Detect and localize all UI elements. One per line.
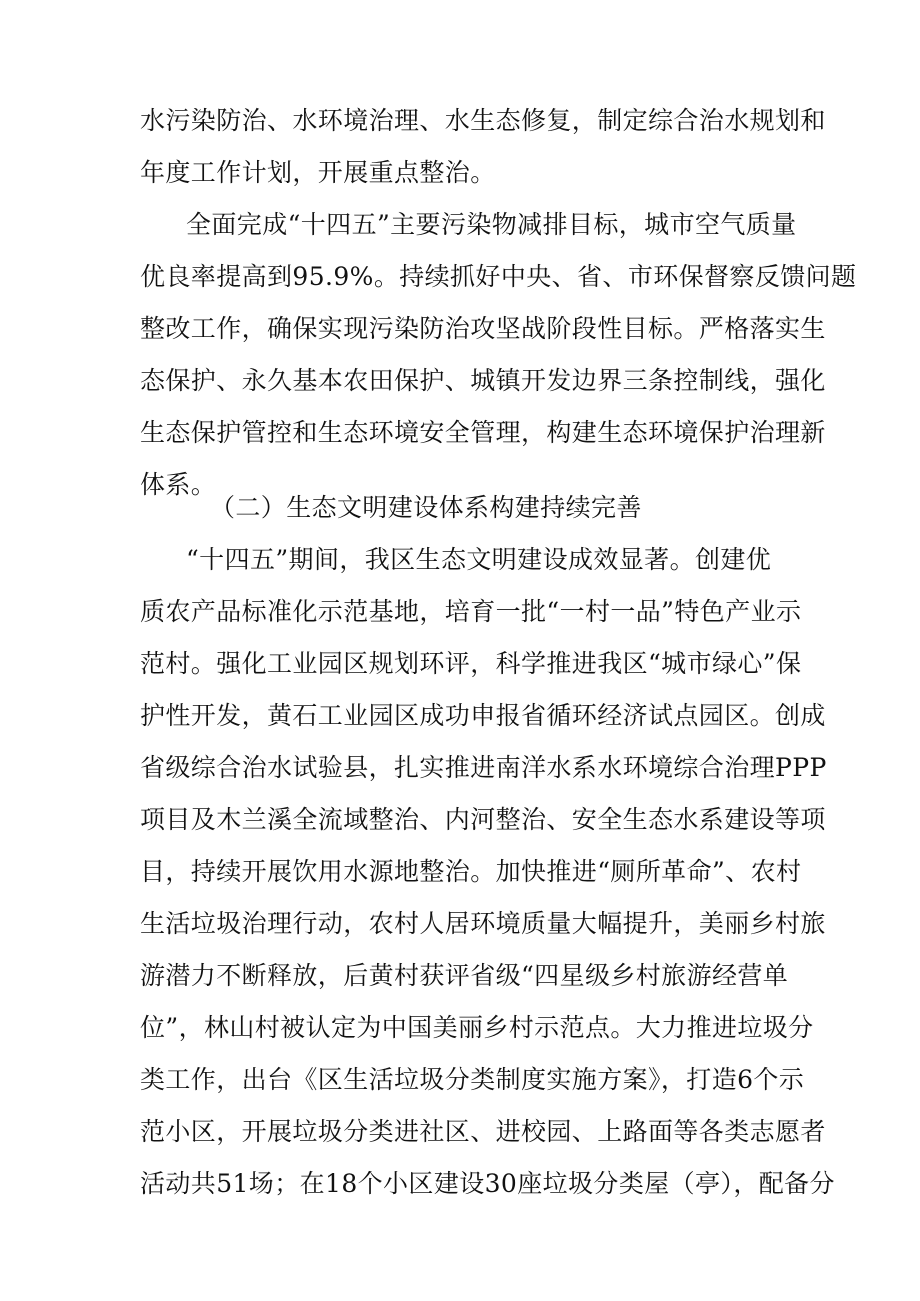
- body-text-line: 类工作，出台《区生活垃圾分类制度实施方案》，打造6个示: [140, 1065, 805, 1094]
- body-text-line: 优良率提高到95.9%。持续抓好中央、省、市环保督察反馈问题: [140, 262, 857, 291]
- body-text-line: 整改工作，确保实现污染防治攻坚战阶段性目标。严格落实生: [140, 314, 826, 343]
- body-text-line: 活动共51场；在18个小区建设30座垃圾分类屋（亭），配备分: [140, 1169, 835, 1198]
- body-text-line: 生态保护管控和生态环境安全管理，构建生态环境保护治理新: [140, 418, 826, 447]
- body-text-line: 质农产品标准化示范基地，培育一批“一村一品”特色产业示: [140, 597, 802, 626]
- paragraph-start-line: “十四五”期间，我区生态文明建设成效显著。创建优: [186, 545, 772, 574]
- body-text-line: 护性开发，黄石工业园区成功申报省循环经济试点园区。创成: [140, 701, 826, 730]
- body-text-line: 生活垃圾治理行动，农村人居环境质量大幅提升，美丽乡村旅: [140, 909, 826, 938]
- body-text-line: 目，持续开展饮用水源地整治。加快推进“厕所革命”、农村: [140, 857, 802, 886]
- section-heading: （二）生态文明建设体系构建持续完善: [210, 493, 642, 522]
- body-text-line: 年度工作计划，开展重点整治。: [140, 158, 496, 187]
- body-text-line: 游潜力不断释放，后黄村获评省级“四星级乡村旅游经营单: [140, 961, 789, 990]
- body-text-line: 态保护、永久基本农田保护、城镇开发边界三条控制线，强化: [140, 366, 826, 395]
- body-text-line: 范小区，开展垃圾分类进社区、进校园、上路面等各类志愿者: [140, 1117, 826, 1146]
- body-text-line: 位”，林山村被认定为中国美丽乡村示范点。大力推进垃圾分: [140, 1013, 814, 1042]
- paragraph-start-line: 全面完成“十四五”主要污染物减排目标，城市空气质量: [186, 210, 797, 239]
- body-text-line: 体系。: [140, 470, 217, 499]
- body-text-line: 水污染防治、水环境治理、水生态修复，制定综合治水规划和: [140, 106, 826, 135]
- body-text-line: 范村。强化工业园区规划环评，科学推进我区“城市绿心”保: [140, 649, 802, 678]
- body-text-line: 省级综合治水试验县，扎实推进南洋水系水环境综合治理PPP: [140, 753, 827, 782]
- body-text-line: 项目及木兰溪全流域整治、内河整治、安全生态水系建设等项: [140, 805, 826, 834]
